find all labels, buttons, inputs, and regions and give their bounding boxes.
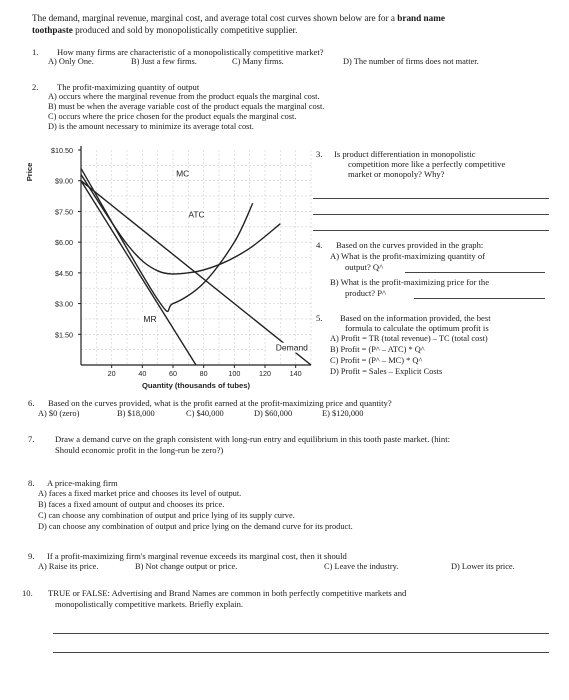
y-tick-label: $7.50 — [55, 207, 73, 217]
q2-option-c[interactable]: C) occurs where the price chosen for the product equals the marginal cost. — [48, 112, 297, 121]
x-tick-label: 60 — [169, 369, 177, 378]
q8-number: 8. — [28, 478, 35, 488]
x-tick-label: 20 — [107, 369, 116, 378]
x-tick-label: 100 — [228, 369, 241, 378]
curve-mc — [81, 168, 253, 311]
x-axis-label: Quantity (thousands of tubes) — [142, 381, 250, 390]
y-tick-label: $4.50 — [55, 268, 73, 278]
q5-text-line-1: Based on the information provided, the best — [340, 313, 491, 323]
q9-option-d[interactable]: D) Lower its price. — [451, 562, 515, 571]
q7-text-line-1: Draw a demand curve on the graph consistent with long-run entry and equilibrium in this tooth paste market. (hint: — [55, 434, 450, 444]
q6-option-e[interactable]: E) $120,000 — [322, 409, 364, 418]
q9-option-a[interactable]: A) Raise its price. — [38, 562, 99, 571]
y-tick-label: $9.00 — [55, 176, 73, 186]
q9-text: If a profit-maximizing firm's marginal revenue exceeds its marginal cost, then it should — [47, 551, 347, 561]
y-tick-label: $3.00 — [55, 299, 73, 309]
q1-number: 1. — [32, 47, 39, 57]
q5-option-c[interactable]: C) Profit = (P^ – MC) * Q^ — [330, 356, 423, 365]
q7-number: 7. — [28, 434, 35, 444]
curve-demand — [81, 181, 311, 365]
q4-price-answer-line[interactable] — [414, 298, 545, 299]
q9-number: 9. — [28, 551, 35, 561]
q8-option-a[interactable]: A) faces a fixed market price and chooses its level of output. — [38, 489, 242, 498]
q5-number: 5. — [316, 313, 323, 323]
q2-text: The profit-maximizing quantity of output — [57, 82, 200, 92]
q10-text-line-1: TRUE or FALSE: Advertising and Brand Names are common in both perfectly competitive markets and — [48, 588, 407, 598]
q5-option-d[interactable]: D) Profit = Sales – Explicit Costs — [330, 367, 443, 376]
q3-answer-line[interactable] — [313, 198, 549, 199]
q6-option-c[interactable]: C) $40,000 — [186, 409, 224, 418]
x-tick-label: 120 — [259, 369, 271, 378]
chart-grid — [81, 150, 311, 365]
q3-text-line-2: competition more like a perfectly competitive — [348, 159, 506, 169]
y-tick-label: $1.50 — [55, 330, 73, 340]
q3-answer-line[interactable] — [313, 230, 549, 231]
q5-text-line-2: formula to calculate the optimum profit is — [345, 323, 489, 333]
q6-option-a[interactable]: A) $0 (zero) — [38, 409, 80, 418]
q10-number: 10. — [22, 588, 33, 598]
intro-text — [32, 12, 542, 36]
q3-text-line-3: market or monopoly? Why? — [348, 169, 445, 179]
q6-text: Based on the curves provided, what is the profit earned at the profit-maximizing price and quantity? — [48, 398, 392, 408]
curve-label-mc: MC — [176, 168, 190, 179]
q4-part-b-line-2: product? P^ — [345, 288, 387, 298]
intro-bold-product: toothpaste — [32, 25, 73, 35]
q2-option-a[interactable]: A) occurs where the marginal revenue from the product equals the marginal cost. — [48, 92, 320, 101]
q10-answer-line[interactable] — [53, 652, 549, 653]
x-tick-label: 140 — [289, 369, 302, 378]
q2-number: 2. — [32, 82, 39, 92]
q4-quantity-answer-line[interactable] — [405, 272, 545, 273]
curve-label-mr: MR — [143, 314, 157, 324]
chart-labels — [25, 146, 310, 390]
q2-option-d[interactable]: D) is the amount necessary to minimize its average total cost. — [48, 122, 254, 131]
q8-text: A price-making firm — [47, 478, 118, 488]
q4-part-a-line-1: A) What is the profit-maximizing quantity of — [330, 251, 485, 261]
intro-text-part: The demand, marginal revenue, marginal cost, and average total cost curves shown below are for a — [32, 13, 398, 23]
y-axis-label: Price — [25, 162, 34, 182]
q10-answer-line[interactable] — [53, 633, 549, 634]
q3-text-line-1: Is product differentiation in monopolistic — [334, 149, 476, 159]
chart-curves — [81, 168, 311, 365]
q8-option-d[interactable]: D) can choose any combination of output and price lying on the demand curve for its product. — [38, 522, 353, 531]
chart-axes — [78, 146, 311, 368]
q4-number: 4. — [316, 240, 323, 250]
q6-option-b[interactable]: B) $18,000 — [117, 409, 155, 418]
q3-number: 3. — [316, 149, 323, 159]
q1-option-c[interactable]: C) Many firms. — [232, 57, 284, 66]
x-tick-label: 80 — [199, 369, 208, 378]
intro-text-part: produced and sold by monopolistically competitive supplier. — [72, 25, 298, 35]
q6-option-d[interactable]: D) $60,000 — [254, 409, 293, 418]
q3-answer-line[interactable] — [313, 214, 549, 215]
q2-option-b[interactable]: B) must be when the average variable cost of the product equals the marginal cost. — [48, 102, 325, 111]
q4-part-b-line-1: B) What is the profit-maximizing price for the — [330, 277, 490, 287]
y-tick-label: $10.50 — [51, 146, 73, 155]
q1-option-a[interactable]: A) Only One. — [48, 57, 94, 66]
q4-text: Based on the curves provided in the graph: — [336, 240, 484, 250]
q5-option-b[interactable]: B) Profit = (P^ – ATC) * Q^ — [330, 345, 425, 354]
q9-option-b[interactable]: B) Not change output or price. — [135, 562, 238, 571]
q9-option-c[interactable]: C) Leave the industry. — [324, 562, 399, 571]
curve-atc — [81, 175, 280, 274]
q10-text-line-2: monopolistically competitive markets. Briefly explain. — [55, 599, 244, 609]
y-tick-label: $6.00 — [55, 238, 73, 248]
curve-label-demand: Demand — [275, 342, 308, 353]
q1-text: How many firms are characteristic of a monopolistically competitive market? — [57, 47, 324, 57]
q8-option-b[interactable]: B) faces a fixed amount of output and chooses its price. — [38, 500, 225, 509]
q1-option-d[interactable]: D) The number of firms does not matter. — [343, 57, 479, 66]
q6-number: 6. — [28, 398, 35, 408]
q4-part-a-line-2: output? Q^ — [345, 262, 384, 272]
q5-option-a[interactable]: A) Profit = TR (total revenue) – TC (total cost) — [330, 334, 488, 343]
q1-option-b[interactable]: B) Just a few firms. — [131, 57, 197, 66]
q8-option-c[interactable]: C) can choose any combination of output and price lying of its supply curve. — [38, 511, 295, 520]
cost-curves-chart — [26, 140, 316, 390]
curve-label-atc: ATC — [188, 209, 205, 220]
intro-bold-brand: brand name — [397, 13, 445, 23]
x-tick-label: 40 — [138, 369, 147, 378]
q7-text-line-2: Should economic profit in the long-run be zero?) — [55, 445, 224, 455]
